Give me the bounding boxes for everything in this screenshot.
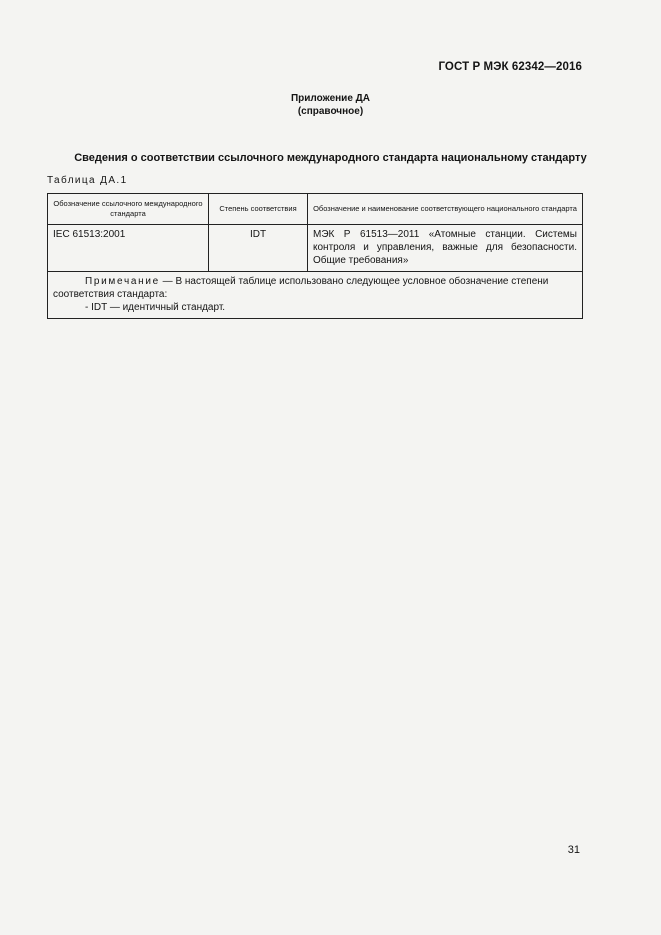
cell-degree: IDT <box>209 225 308 272</box>
note-text: — В настоящей таблице использовано следующее условное обозначение степени соответствия стандарта: <box>53 276 549 300</box>
section-title: Сведения о соответствии ссылочного международного стандарта национальному стандарту <box>74 152 587 164</box>
table-note-row <box>48 272 583 319</box>
header-degree: Степень соответствия <box>209 194 308 225</box>
appendix-heading <box>0 92 661 118</box>
note-label: Примечание <box>85 276 160 287</box>
table-caption: Таблица ДА.1 <box>47 175 128 186</box>
table-note <box>48 272 583 319</box>
correspondence-table <box>47 193 583 319</box>
note-item: - IDT — идентичный стандарт. <box>85 302 226 313</box>
appendix-subtitle: (справочное) <box>297 106 364 117</box>
table-row <box>48 225 583 272</box>
document-code: ГОСТ Р МЭК 62342—2016 <box>438 61 582 73</box>
cell-reference-standard: IEC 61513:2001 <box>48 225 209 272</box>
cell-national-standard: МЭК Р 61513—2011 «Атомные станции. Системы контроля и управления, важные для безопасности. Общие требования» <box>308 225 583 272</box>
header-reference-standard: Обозначение ссылочного международного стандарта <box>48 194 209 225</box>
page-number: 31 <box>567 844 580 856</box>
header-national-standard: Обозначение и наименование соответствующего национального стандарта <box>308 194 583 225</box>
table-header-row <box>48 194 583 225</box>
appendix-title: Приложение ДА <box>290 93 371 104</box>
